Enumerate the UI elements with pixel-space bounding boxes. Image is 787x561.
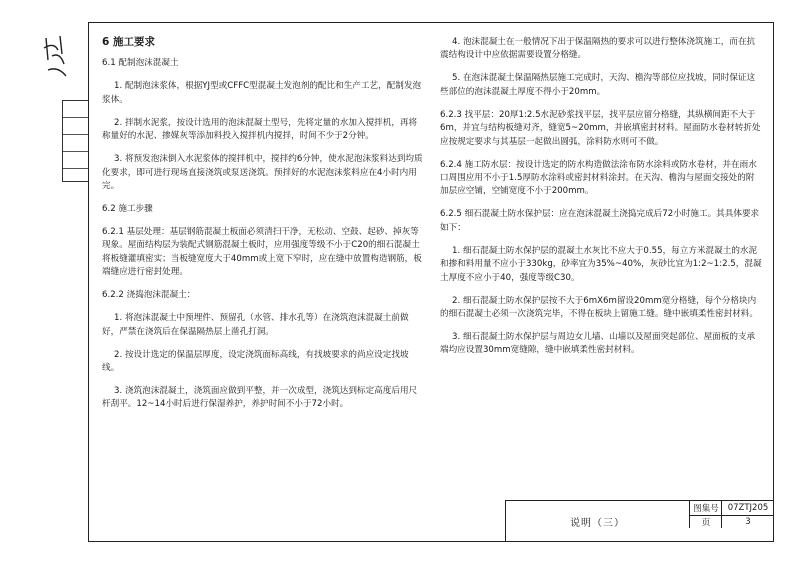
paragraph: 5. 在泡沫混凝土保温隔热层施工完成时，天沟、檐沟等部位应找坡，同时保证这些部位的泡沫混凝土厚度不得小于20mm。 xyxy=(440,73,756,97)
paragraph: 1. 细石混凝土防水保护层的混凝土水灰比不应大于0.55，每立方米混凝土的水泥和掺和料用量不应小于330kg，砂率宜为35%~40%，灰砂比宜为1:2~1:2.5，混凝土厚度不应小于40，强度等级C30。 xyxy=(440,245,762,283)
paragraph: 4. 泡沫混凝土在一般情况下出于保温隔热的要求可以进行整体浇筑施工，而在抗震结构设计中应依据需要设置分格缝。 xyxy=(440,37,756,61)
page-label: 页 xyxy=(689,515,722,528)
title-block xyxy=(505,500,773,541)
paragraph: 3. 将预发泡沫倒入水泥浆体的搅拌机中，搅拌约6分钟，使水泥泡沫浆料达到均质化要求，即可进行现场直接浇筑或泵送浇筑。预拌好的水泥泡沫浆料应在4小时内用完。 xyxy=(102,154,423,192)
paragraph: 6.2.2 浇捣泡沫混凝土： xyxy=(102,290,196,301)
paragraph: 6.2.1 基层处理：基层钢筋混凝土板面必须清扫干净，无松动、空鼓、起砂、掉灰等现象。屋面结构层为装配式钢筋混凝土板时，应用强度等级不小于C20的细石混凝土将板缝灌填密实；当板缝宽度大于40mm或上宽下窄时，应在缝中放置构造钢筋，板端缝应进行密封处理。 xyxy=(102,227,422,278)
paragraph: 6.2.4 施工防水层：按设计选定的防水构造做法涂布防水涂料或防水卷材，并在雨水口周围应用不小于1.5厚防水涂料或密封材料涂封。在天沟、檐沟与屋面交接处的附加层应空铺，空铺宽度不小于200mm。 xyxy=(440,159,757,197)
paragraph: 6.1 配制泡沫混凝土 xyxy=(102,58,179,69)
left-column xyxy=(102,36,424,421)
paragraph: 1. 将泡沫混凝土中预埋件、预留孔（水管、排水孔等）在浇筑泡沫混凝土前做好，严禁在浇筑后在保温隔热层上凿孔打洞。 xyxy=(102,313,409,337)
atlas-number: 07ZTJ205 xyxy=(721,501,774,515)
paragraph: 2. 按设计选定的保温层厚度，设定浇筑面标高线，有找坡要求的尚应设定找坡线。 xyxy=(102,349,409,374)
paragraph: 1. 配制泡沫浆体，根据YJ型或CFFC型混凝土发泡剂的配比和生产工艺，配制发泡浆体。 xyxy=(102,81,422,105)
left-stamp-strip xyxy=(62,100,89,182)
paragraph: 6.2 施工步骤 xyxy=(102,204,153,215)
paragraph: 2. 细石混凝土防水保护层按不大于6mX6m留设20mm宽分格缝，每个分格块内的细石混凝土必须一次浇筑完毕，不得在板块上留施工缝。缝中嵌填柔性密封材料。 xyxy=(440,295,758,320)
section-title: 6 施工要求 xyxy=(102,36,155,48)
page-number: 3 xyxy=(721,515,774,528)
paragraph: 6.2.5 细石混凝土防水保护层：应在泡沫混凝土浇捣完成后72小时施工。其具体要求如下： xyxy=(440,209,760,233)
atlas-label: 图集号 xyxy=(689,501,722,515)
paragraph: 6.2.3 找平层：20厚1:2.5水泥砂浆找平层，找平层应留分格缝，其纵横间距不大于6m，并宜与结构板缝对齐，缝宽5~20mm，并嵌填密封材料。屋面防水卷材转折处应按规定要求与其基层一起做出圆弧，涂料防水则可不做。 xyxy=(440,109,761,147)
paragraph: 2. 拌制水泥浆，按设计选用的泡沫混凝土型号，先将定量的水加入搅拌机，再将称量好的水泥、掺媒灰等添加料投入搅拌机内搅拌，时间不少于2分钟。 xyxy=(102,117,418,142)
sheet-title: 说明（三） xyxy=(570,517,625,529)
paragraph: 3. 浇筑泡沫混凝土，浇筑面应做到平整，并一次成型，浇筑达到标定高度后用尺杆刮平。12~14小时后进行保湿养护，养护时间不小于72小时。 xyxy=(102,386,418,410)
handwritten-signature xyxy=(40,30,80,90)
paragraph: 3. 细石混凝土防水保护层与周边女儿墙、山墙以及屋面突起部位、屋面板的支承端均应设置30mm宽缝隙，缝中嵌填柔性密封材料。 xyxy=(440,332,756,356)
right-column xyxy=(440,36,762,367)
